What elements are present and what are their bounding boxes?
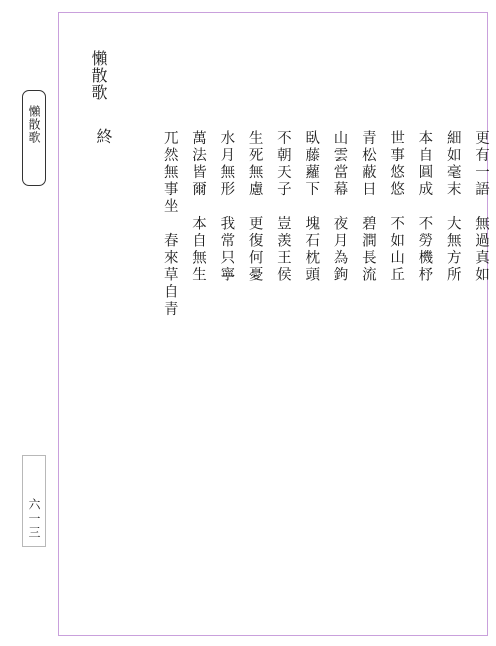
- end-mark: 終: [94, 128, 113, 144]
- poem-line: 兀然無事坐 春來草自青: [161, 130, 178, 319]
- side-tab[interactable]: [22, 90, 46, 186]
- page-title: 懶散歌: [89, 50, 108, 101]
- poem-line: 山雲當幕 夜月為鉤: [331, 130, 348, 284]
- poem-line: 世事悠悠 不如山丘: [388, 130, 405, 284]
- poem-line: 臥藤蘿下 塊石枕頭: [303, 130, 320, 284]
- poem-line: 生死無慮 更復何憂: [246, 130, 263, 284]
- poem-line: 水月無形 我常只寧: [218, 130, 235, 284]
- poem-line: 細如毫末 大無方所: [444, 130, 461, 284]
- page-number-box: [22, 455, 46, 547]
- page-number: 六一三: [27, 498, 41, 540]
- side-tab-label: 懶散歌: [27, 105, 41, 144]
- poem-line: 青松蔽日 碧澗長流: [359, 130, 376, 284]
- poem-line: 本自圓成 不勞機杼: [416, 130, 433, 284]
- poem-line: 更有一語 無過真如: [473, 130, 489, 284]
- poem-body: [150, 130, 488, 370]
- poem-line: 不朝天子 豈羡王侯: [274, 130, 291, 284]
- poem-line: 萬法皆爾 本自無生: [190, 130, 207, 284]
